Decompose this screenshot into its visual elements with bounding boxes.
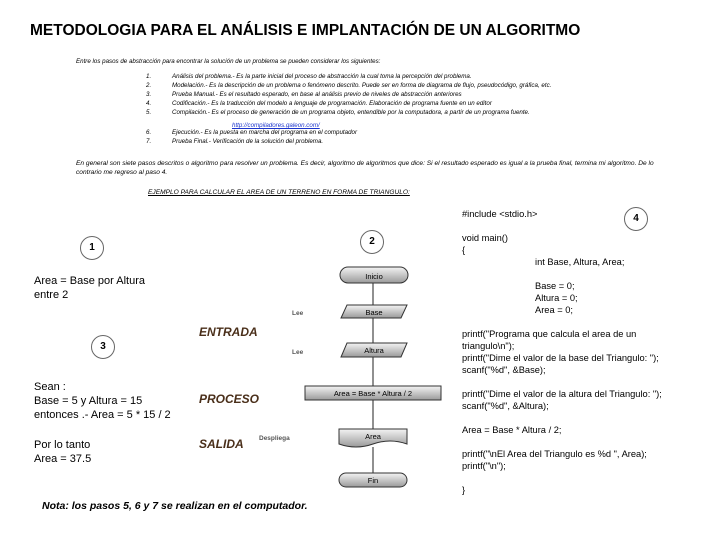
step-text: Ejecución.- Es la puesta en marcha del programa en el computador <box>172 129 358 136</box>
footer-note: Nota: los pasos 5, 6 y 7 se realizan en el computador. <box>42 500 308 512</box>
result-line-1: Por lo tanto <box>34 439 91 451</box>
flow-lee-label-1: Lee <box>292 310 304 317</box>
page-title: METODOLOGIA PARA EL ANÁLISIS E IMPLANTACIÓN DE UN ALGORITMO <box>30 22 581 39</box>
given-line-1: Sean : <box>34 381 66 393</box>
code-scan-altura: scanf("%d", &Altura); <box>462 401 549 411</box>
result-line-2: Area = 37.5 <box>34 453 92 465</box>
example-title: EJEMPLO PARA CALCULAR EL AREA DE UN TERRENO EN FORMA DE TRIANGULO: <box>148 189 410 196</box>
flow-process-text: Area = Base * Altura / 2 <box>333 389 413 398</box>
flow-input-base-text: Base <box>365 308 383 317</box>
code-declaration: int Base, Altura, Area; <box>535 257 625 267</box>
step-number: 5. <box>146 109 152 116</box>
step-number: 2. <box>146 82 152 89</box>
code-init-altura: Altura = 0; <box>535 293 578 303</box>
code-print-altura: printf("Dime el valor de la altura del Triangulo: "); <box>462 389 662 399</box>
step-text: Codificación.- Es la traducción del modelo a lenguaje de programación. Elaboración de programa fuente en un editor <box>172 100 492 107</box>
step-text: Prueba Manual.- Es el resultado esperado, en base al análisis previo de niveles de abstracción anteriores <box>172 91 462 98</box>
step-number: 4. <box>146 100 152 107</box>
label-salida: SALIDA <box>199 437 244 451</box>
flow-lee-label-2: Lee <box>292 349 304 356</box>
step-number: 6. <box>146 129 152 136</box>
step-item <box>146 129 357 136</box>
flow-despliega-label: Despliega <box>259 435 290 442</box>
step-circle-4: 4 <box>624 207 648 231</box>
step-circle-2: 2 <box>360 230 384 254</box>
summary-text: En general son siete pasos descritos o algoritmo para resolver un problema. Es decir, algoritmo de algoritmos que dice: Si el resultado esperado es igual a la prueba final, termina mi algoritmo. De lo contrario me regreso al paso 4. <box>76 160 654 176</box>
code-init-area: Area = 0; <box>535 305 573 315</box>
step-item <box>146 138 323 145</box>
step-text: Compilación.- Es el proceso de generación de un programa objeto, entendible por la computadora, a partir de un programa fuente. <box>172 109 530 116</box>
label-proceso: PROCESO <box>199 392 260 406</box>
code-print-title-1: printf("Programa que calcula el area de un <box>462 329 637 339</box>
reference-link[interactable]: http://compiladores.galeon.com/ <box>232 122 320 129</box>
code-include: #include <stdio.h> <box>462 209 538 219</box>
step-number: 3. <box>146 91 152 98</box>
flow-output-text: Area <box>365 432 381 441</box>
step-circle-3: 3 <box>91 335 115 359</box>
step-circle-1: 1 <box>80 236 104 260</box>
formula-line-1: Area = Base por Altura <box>34 275 145 287</box>
step-text: Modelación.- Es la descripción de un problema o fenómeno descrito. Puede ser en forma de diagrama de flujo, pseudocódigo, gráfica, etc. <box>172 82 552 89</box>
step-text: Prueba Final.- Verificación de la solución del problema. <box>172 138 324 145</box>
code-print-newline: printf("\n"); <box>462 461 506 471</box>
code-calc-area: Area = Base * Altura / 2; <box>462 425 562 435</box>
given-line-2: Base = 5 y Altura = 15 <box>34 395 143 407</box>
step-number: 1. <box>146 73 152 80</box>
code-init-base: Base = 0; <box>535 281 575 291</box>
code-print-title-2: triangulo\n"); <box>462 341 515 351</box>
step-item <box>146 109 530 116</box>
code-close-brace: } <box>462 485 466 495</box>
flow-start-text: Inicio <box>365 272 383 281</box>
step-item <box>146 82 551 89</box>
step-item <box>146 91 462 98</box>
step-item <box>146 100 492 107</box>
formula-line-2: entre 2 <box>34 289 69 301</box>
code-open-brace: { <box>462 245 466 255</box>
flow-end-text: Fin <box>367 476 379 485</box>
step-number: 7. <box>146 138 152 145</box>
step-text: Análisis del problema.- Es la parte inicial del proceso de abstracción la cual toma la percepción del problema. <box>172 73 472 80</box>
intro-text: Entre los pasos de abstracción para encontrar la solución de un problema se pueden considerar los siguientes: <box>76 58 381 65</box>
code-print-area: printf("\nEl Area del Triangulo es %d ", Area); <box>462 449 647 459</box>
code-scan-base: scanf("%d", &Base); <box>462 365 546 375</box>
code-main: void main() <box>462 233 508 243</box>
step-item <box>146 73 472 80</box>
flow-input-altura-text: Altura <box>364 346 384 355</box>
given-line-3: entonces .- Area = 5 * 15 / 2 <box>34 409 171 421</box>
code-print-base: printf("Dime el valor de la base del Triangulo: "); <box>462 353 659 363</box>
label-entrada: ENTRADA <box>199 325 258 339</box>
flowchart-diagram <box>255 255 455 495</box>
